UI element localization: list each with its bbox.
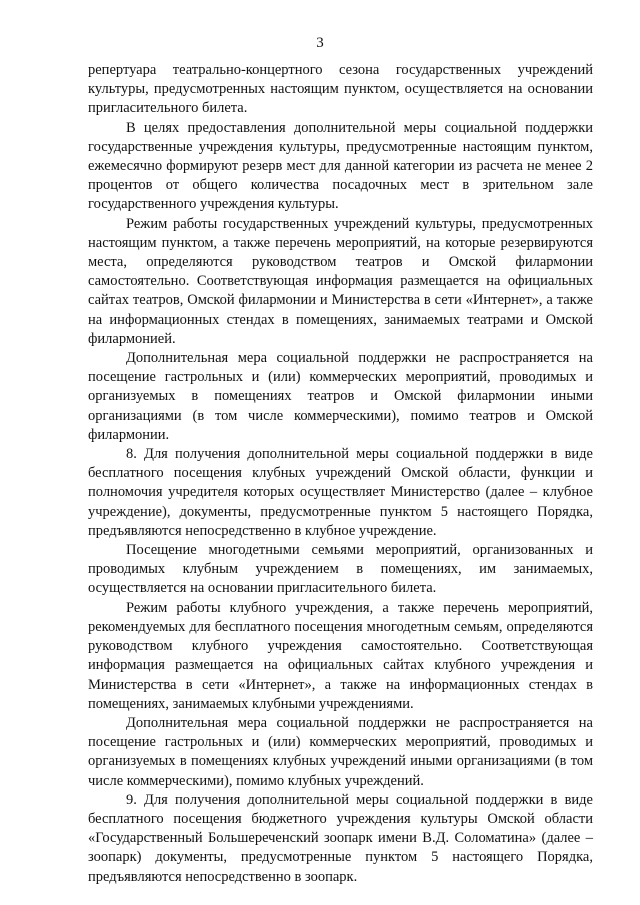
body-text	[88, 61, 593, 887]
page-number: 3	[316, 35, 324, 51]
paragraph-theatre-exclusion: Дополнительная мера социальной поддержки не распространяется на посещение гастрольных и (или) коммерческих мероприятий, проводимых и организуемых в помещениях театров и Омской филармонии иными организациями (в том числе коммерческими), помимо театров и Омской филармонии.	[88, 350, 593, 443]
paragraph-item-9: 9. Для получения дополнительной меры социальной поддержки в виде бесплатного посещения бюджетного учреждения культуры Омской области «Государственный Большереченский зоопарк имени В.Д. Соломатина» (далее – зоопарк) документы, предусмотренные пунктом 5 настоящего Порядка, предъявляются непосредственно в зоопарк.	[88, 791, 593, 885]
paragraph-seat-reserve: В целях предоставления дополнительной меры социальной поддержки государственные учреждения культуры, предусмотренные настоящим пунктом, ежемесячно формируют резерв мест для данной категории из расчета не менее 2 процентов от общего количества посадочных мест в зрительном зале государственного учреждения культуры.	[88, 119, 593, 213]
paragraph-club-visits: Посещение многодетными семьями мероприятий, организованных и проводимых клубным учреждением в помещениях, им занимаемых, осуществляется на основании пригласительного билета.	[88, 542, 593, 597]
paragraph-club-schedule: Режим работы клубного учреждения, а также перечень мероприятий, рекомендуемых для бесплатного посещения многодетным семьям, определяются руководством клубного учреждения самостоятельно. Соответствующая информация размещается на официальных сайтах клубного учреждения и Министерства в сети «Интернет», а также на информационных стендах в помещениях, занимаемых клубными учреждениями.	[88, 599, 593, 712]
paragraph-item-8: 8. Для получения дополнительной меры социальной поддержки в виде бесплатного посещения клубных учреждений Омской области, функции и полномочия учредителя которых осуществляет Министерство (далее – клубное учреждение), документы, предусмотренные пунктом 5 настоящего Порядка, предъявляются непосредственно в клубное учреждение.	[88, 446, 593, 539]
paragraph-club-exclusion: Дополнительная мера социальной поддержки не распространяется на посещение гастрольных и (или) коммерческих мероприятий, проводимых и организуемых в помещениях клубных учреждений иными организациями (в том числе коммерческими), помимо клубных учреждений.	[88, 714, 593, 789]
paragraph-theatre-schedule: Режим работы государственных учреждений культуры, предусмотренных настоящим пунктом, а также перечень мероприятий, на которые резервируются места, определяются руководством театров и Омской филармонии самостоятельно. Соответствующая информация размещается на официальных сайтах театров, Омской филармонии и Министерства в сети «Интернет», а также на информационных стендах в помещениях, занимаемых театрами и Омской филармонией.	[88, 215, 593, 347]
paragraph-continuation: репертуара театрально-концертного сезона государственных учреждений культуры, предусмотренных настоящим пунктом, осуществляется на основании пригласительного билета.	[88, 62, 593, 117]
